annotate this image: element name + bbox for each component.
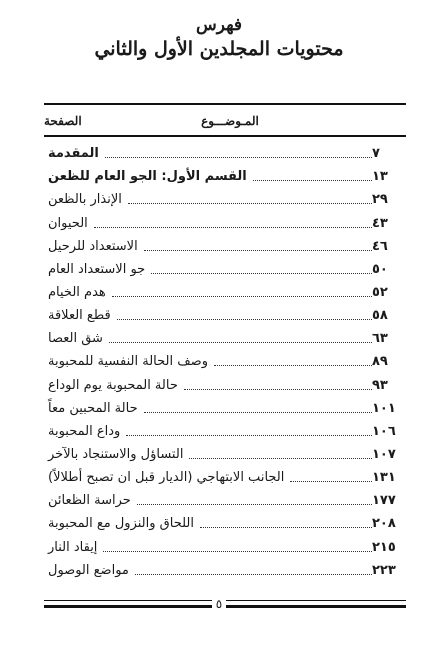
dot-leader (290, 481, 372, 482)
entry-topic: قطع العلاقة (48, 308, 111, 324)
entry-page: ١٣ (372, 169, 388, 185)
header-bottom-rule (44, 135, 406, 137)
toc-entry (44, 140, 406, 163)
entry-topic: الحيوان (48, 215, 88, 231)
dot-leader (135, 574, 372, 575)
dot-leader (103, 551, 372, 552)
dot-leader (117, 319, 372, 320)
dot-leader (105, 157, 372, 158)
dot-leader (94, 227, 372, 228)
toc-entry (44, 395, 406, 418)
entry-topic: الإنذار بالظعن (48, 192, 122, 208)
entry-topic: شق العصا (48, 331, 103, 347)
toc-entry (44, 209, 406, 232)
entry-topic: الجانب الابتهاجي (الديار قبل ان تصبح أطلالاً) (48, 470, 285, 486)
dot-leader (214, 365, 372, 366)
dot-leader (144, 250, 372, 251)
dot-leader (189, 458, 372, 459)
dot-leader (126, 435, 372, 436)
entry-page: ٢٠٨ (372, 516, 396, 532)
dot-leader (151, 273, 372, 274)
entry-topic: مواضع الوصول (48, 562, 129, 578)
entry-topic: القسم الأول: الجو العام للظعن (48, 169, 247, 185)
toc-entry (44, 464, 406, 487)
dot-leader (200, 527, 372, 528)
entry-page: ٩٣ (372, 377, 388, 393)
header-top-rule (44, 103, 406, 105)
entry-topic: اللحاق والنزول مع المحبوبة (48, 516, 194, 532)
entry-topic: حالة المحبوبة يوم الوداع (48, 377, 178, 393)
toc-entry (44, 441, 406, 464)
entry-topic: حالة المحبين معاً (48, 400, 138, 416)
index-heading: فهرس (195, 15, 243, 35)
entry-topic: وداع المحبوبة (48, 423, 121, 439)
entry-page: ٥٢ (372, 284, 388, 300)
dot-leader (128, 203, 372, 204)
toc-entry (44, 325, 406, 348)
entry-page: ١٠١ (372, 400, 396, 416)
toc-entry (44, 256, 406, 279)
toc-entry (44, 163, 406, 186)
entry-topic: الاستعداد للرحيل (48, 238, 138, 254)
entry-page: ٤٦ (372, 238, 388, 254)
entry-page: ٥٨ (372, 308, 388, 324)
toc-list (44, 140, 406, 580)
entry-page: ١٠٧ (372, 446, 396, 462)
page-number: ٥ (212, 598, 226, 610)
entry-page: ١٠٦ (372, 423, 396, 439)
page-title: محتويات المجلدين الأول والثاني (94, 38, 344, 60)
toc-entry (44, 302, 406, 325)
toc-entry (44, 557, 406, 580)
entry-topic: التساؤل والاستنجاد بالآخر (48, 446, 184, 462)
entry-page: ١٧٧ (372, 493, 396, 509)
entry-topic: إيقاد النار (48, 539, 98, 555)
entry-page: ٤٣ (372, 215, 388, 231)
dot-leader (109, 342, 372, 343)
toc-entry (44, 348, 406, 371)
entry-page: ٢٩ (372, 192, 388, 208)
dot-leader (112, 296, 372, 297)
toc-entry (44, 371, 406, 394)
entry-page: ١٣١ (372, 470, 396, 486)
toc-entry (44, 418, 406, 441)
entry-page: ٢١٥ (372, 539, 396, 555)
entry-page: ٥٠ (372, 261, 388, 277)
toc-entry (44, 510, 406, 533)
entry-page: ٨٩ (372, 354, 388, 370)
toc-entry (44, 533, 406, 556)
entry-page: ٦٣ (372, 331, 388, 347)
topic-column-header: المـوضـــوع (201, 114, 259, 128)
dot-leader (137, 504, 372, 505)
dot-leader (144, 412, 372, 413)
entry-topic: هدم الخيام (48, 284, 106, 300)
toc-entry (44, 186, 406, 209)
entry-topic: حراسة الظعائن (48, 493, 131, 509)
dot-leader (184, 389, 372, 390)
entry-page: ٢٢٣ (372, 562, 396, 578)
entry-page: ٧ (372, 146, 380, 162)
entry-topic: المقدمة (48, 146, 99, 162)
page-column-header: الصفحة (44, 114, 82, 128)
toc-entry (44, 233, 406, 256)
entry-topic: وصف الحالة النفسية للمحبوبة (48, 354, 208, 370)
toc-entry (44, 487, 406, 510)
entry-topic: جو الاستعداد العام (48, 261, 146, 277)
toc-entry (44, 279, 406, 302)
dot-leader (253, 180, 372, 181)
